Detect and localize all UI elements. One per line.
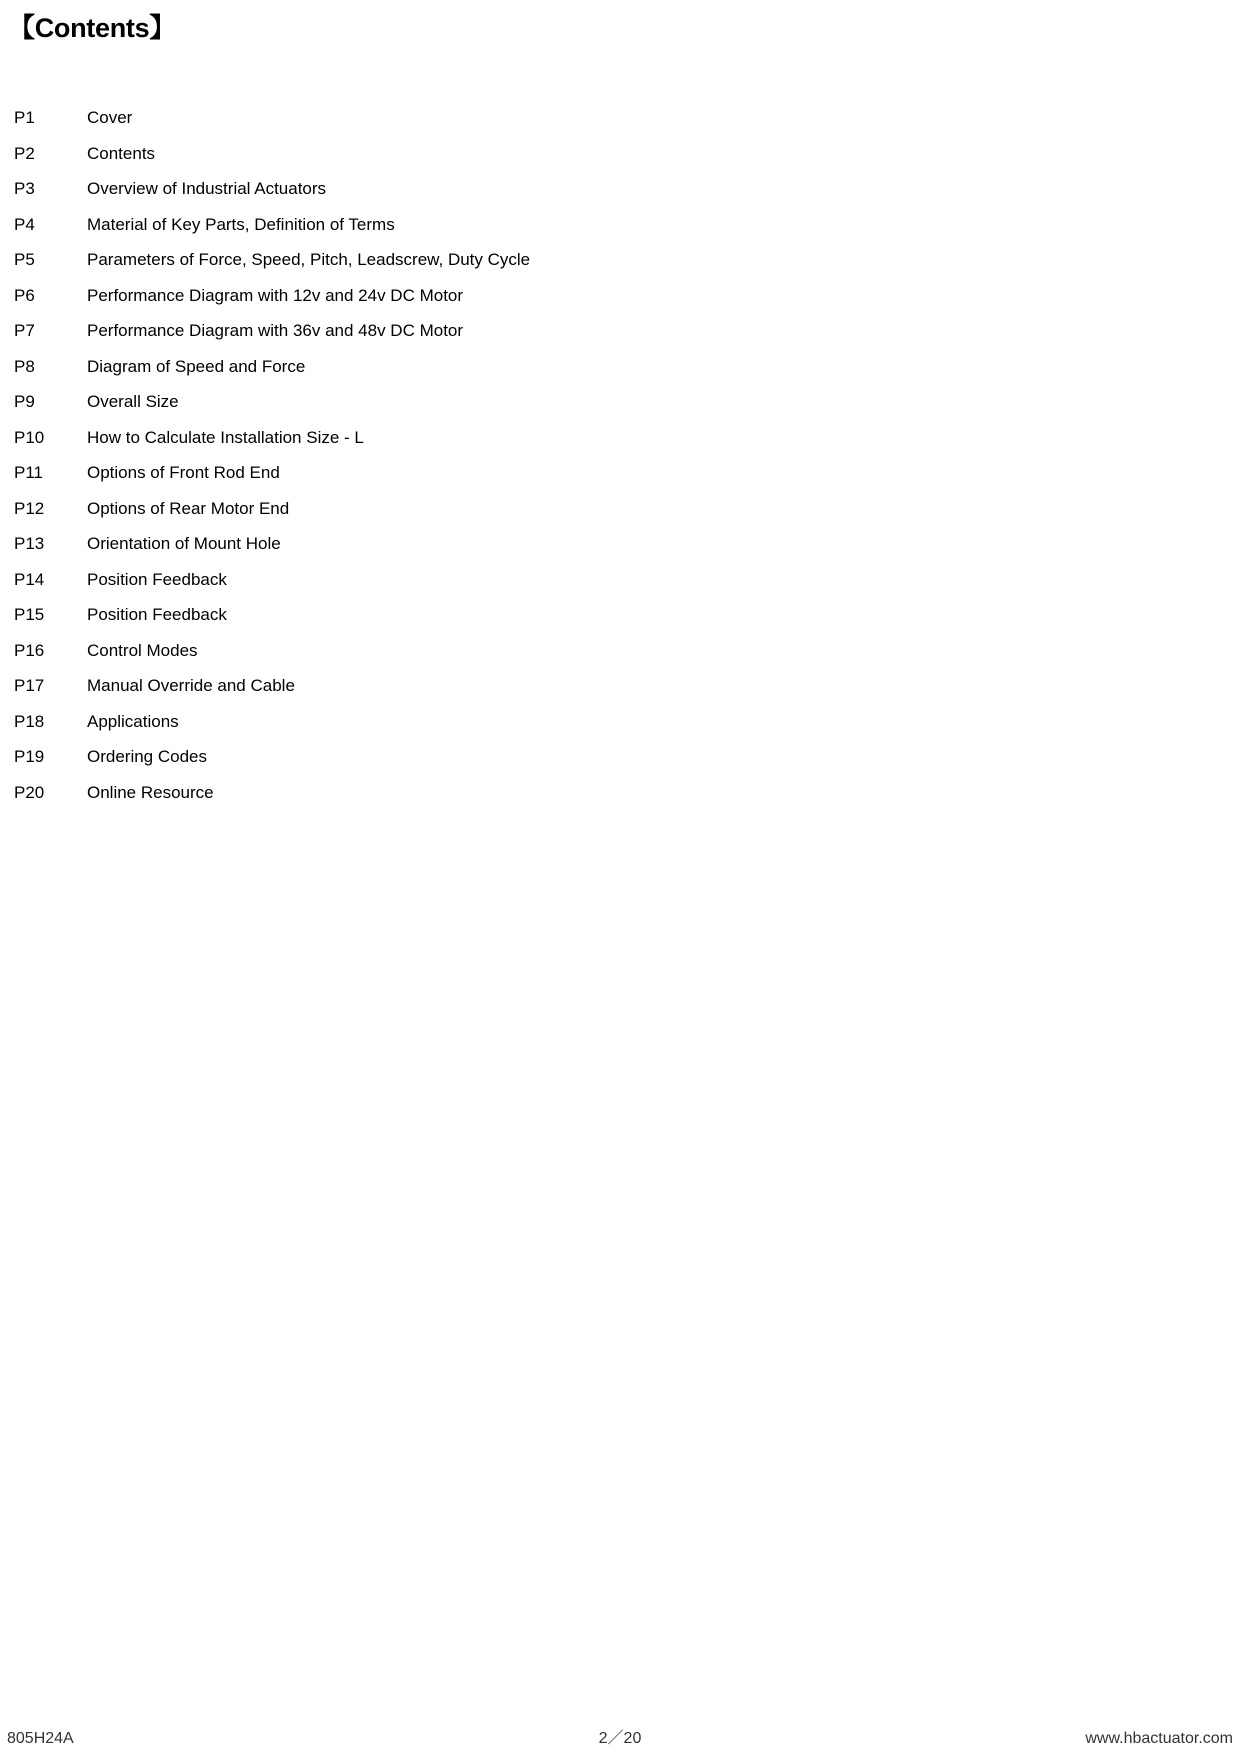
toc-page-number: P5 [14,250,35,270]
toc-entry [14,597,714,633]
toc-title: Diagram of Speed and Force [87,356,306,376]
toc-title: Orientation of Mount Hole [87,534,281,554]
toc-page-number: P19 [14,747,45,767]
toc-page-number: P14 [14,569,45,589]
toc-title: Applications [87,711,179,731]
toc-title: Performance Diagram with 12v and 24v DC Motor [87,285,464,305]
toc-entry [14,455,714,491]
toc-page-number: P3 [14,179,35,199]
toc-entry [14,491,714,527]
toc-title: Cover [87,108,133,128]
toc-title: Options of Front Rod End [87,463,280,483]
toc-page-number: P4 [14,214,35,234]
toc-entry [14,562,714,598]
toc-page-number: P15 [14,605,45,625]
table-of-contents [14,100,714,810]
toc-page-number: P18 [14,711,45,731]
toc-entry [14,384,714,420]
toc-entry [14,775,714,811]
footer-model-number: 805H24A [7,1730,74,1747]
toc-entry [14,633,714,669]
toc-entry [14,704,714,740]
toc-page-number: P12 [14,498,45,518]
toc-title: Position Feedback [87,605,227,625]
toc-page-number: P1 [14,108,35,128]
toc-title: Control Modes [87,640,198,660]
toc-page-number: P9 [14,392,35,412]
toc-title: Options of Rear Motor End [87,498,290,518]
toc-title: Position Feedback [87,569,227,589]
toc-title: Parameters of Force, Speed, Pitch, Leadscrew, Duty Cycle [87,250,531,270]
toc-title: Ordering Codes [87,747,208,767]
toc-entry [14,739,714,775]
toc-page-number: P2 [14,143,35,163]
toc-entry [14,136,714,172]
toc-entry [14,668,714,704]
toc-page-number: P6 [14,285,35,305]
toc-page-number: P7 [14,321,35,341]
toc-page-number: P17 [14,676,45,696]
toc-title: Online Resource [87,782,214,802]
toc-entry [14,420,714,456]
toc-title: How to Calculate Installation Size - L [87,427,364,447]
toc-entry [14,349,714,385]
toc-entry [14,313,714,349]
toc-entry [14,242,714,278]
toc-title: Manual Override and Cable [87,676,295,696]
toc-entry [14,526,714,562]
toc-title: Performance Diagram with 36v and 48v DC Motor [87,321,464,341]
footer-website: www.hbactuator.com [1085,1730,1233,1747]
toc-page-number: P11 [14,463,43,483]
toc-entry [14,100,714,136]
toc-page-number: P16 [14,640,45,660]
toc-title: Contents [87,143,156,163]
toc-page-number: P20 [14,782,45,802]
toc-entry [14,278,714,314]
toc-page-number: P8 [14,356,35,376]
toc-page-number: P13 [14,534,45,554]
footer-page-indicator: 2／20 [598,1730,642,1747]
toc-page-number: P10 [14,427,45,447]
toc-entry [14,207,714,243]
toc-title: Material of Key Parts, Definition of Terms [87,214,395,234]
toc-title: Overview of Industrial Actuators [87,179,327,199]
page-title: 【Contents】 [8,13,176,43]
toc-entry [14,171,714,207]
toc-title: Overall Size [87,392,179,412]
